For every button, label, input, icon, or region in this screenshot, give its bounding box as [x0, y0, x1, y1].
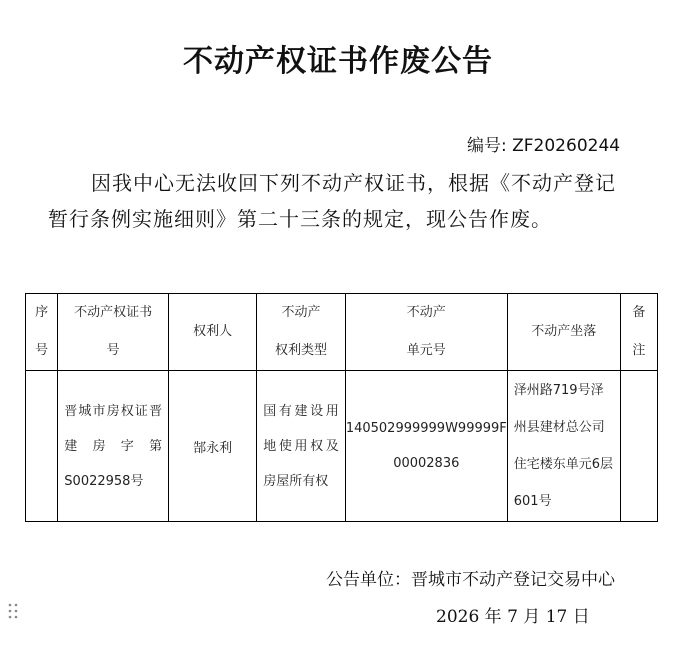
cell-cert-no: 晋城市房权证晋建房字第S0022958号 [58, 371, 169, 522]
header-right-type-line-1: 不动产 [281, 305, 321, 320]
header-unit-no [345, 294, 507, 371]
cell-remark [620, 371, 657, 522]
header-location-label: 不动产坐落 [531, 324, 597, 339]
header-seq-line-2: 号 [35, 343, 49, 358]
cell-unit-no-line-2: 00002836 [393, 456, 460, 471]
header-unit-no-line-2: 单元号 [406, 343, 446, 358]
header-unit-no-line-1: 不动产 [406, 305, 446, 320]
document-number: 编号: ZF20260244 [467, 136, 621, 156]
cell-unit-no [345, 371, 507, 522]
header-holder [169, 294, 257, 371]
header-cert-no [58, 294, 169, 371]
cell-seq [26, 371, 58, 522]
header-location [507, 294, 620, 371]
cell-unit-no-line-1: 140502999999W99999F [345, 421, 507, 436]
header-right-type [257, 294, 346, 371]
table-header-row [26, 294, 658, 371]
issuer-line: 公告单位：晋城市不动产登记交易中心 [326, 570, 615, 590]
header-remark-line-1: 备 [632, 305, 646, 320]
header-cert-no-line-2: 号 [106, 343, 120, 358]
certificate-table [25, 293, 658, 522]
header-holder-label: 权利人 [193, 324, 233, 339]
announcement-text-line-2: 暂行条例实施细则》第二十三条的规定，现公告作废。 [48, 207, 552, 231]
cell-location: 泽州路719号泽州县建材总公司住宅楼东单元6层601号 [507, 371, 620, 522]
drag-handle-icon[interactable] [8, 603, 18, 619]
header-seq [26, 294, 58, 371]
header-seq-line-1: 序 [35, 305, 49, 320]
cell-right-type: 国有建设用地使用权及房屋所有权 [257, 371, 346, 522]
issue-date: 2026 年 7 月 17 日 [436, 607, 590, 627]
header-cert-no-line-1: 不动产权证书 [74, 305, 153, 320]
header-remark [620, 294, 657, 371]
header-right-type-line-2: 权利类型 [275, 343, 328, 358]
page-title: 不动产权证书作废公告 [183, 44, 493, 79]
announcement-text-line-1: 因我中心无法收回下列不动产权证书，根据《不动产登记 [91, 171, 616, 195]
table-row [26, 371, 658, 522]
header-remark-line-2: 注 [632, 343, 646, 358]
cell-holder: 郜永利 [169, 371, 257, 522]
